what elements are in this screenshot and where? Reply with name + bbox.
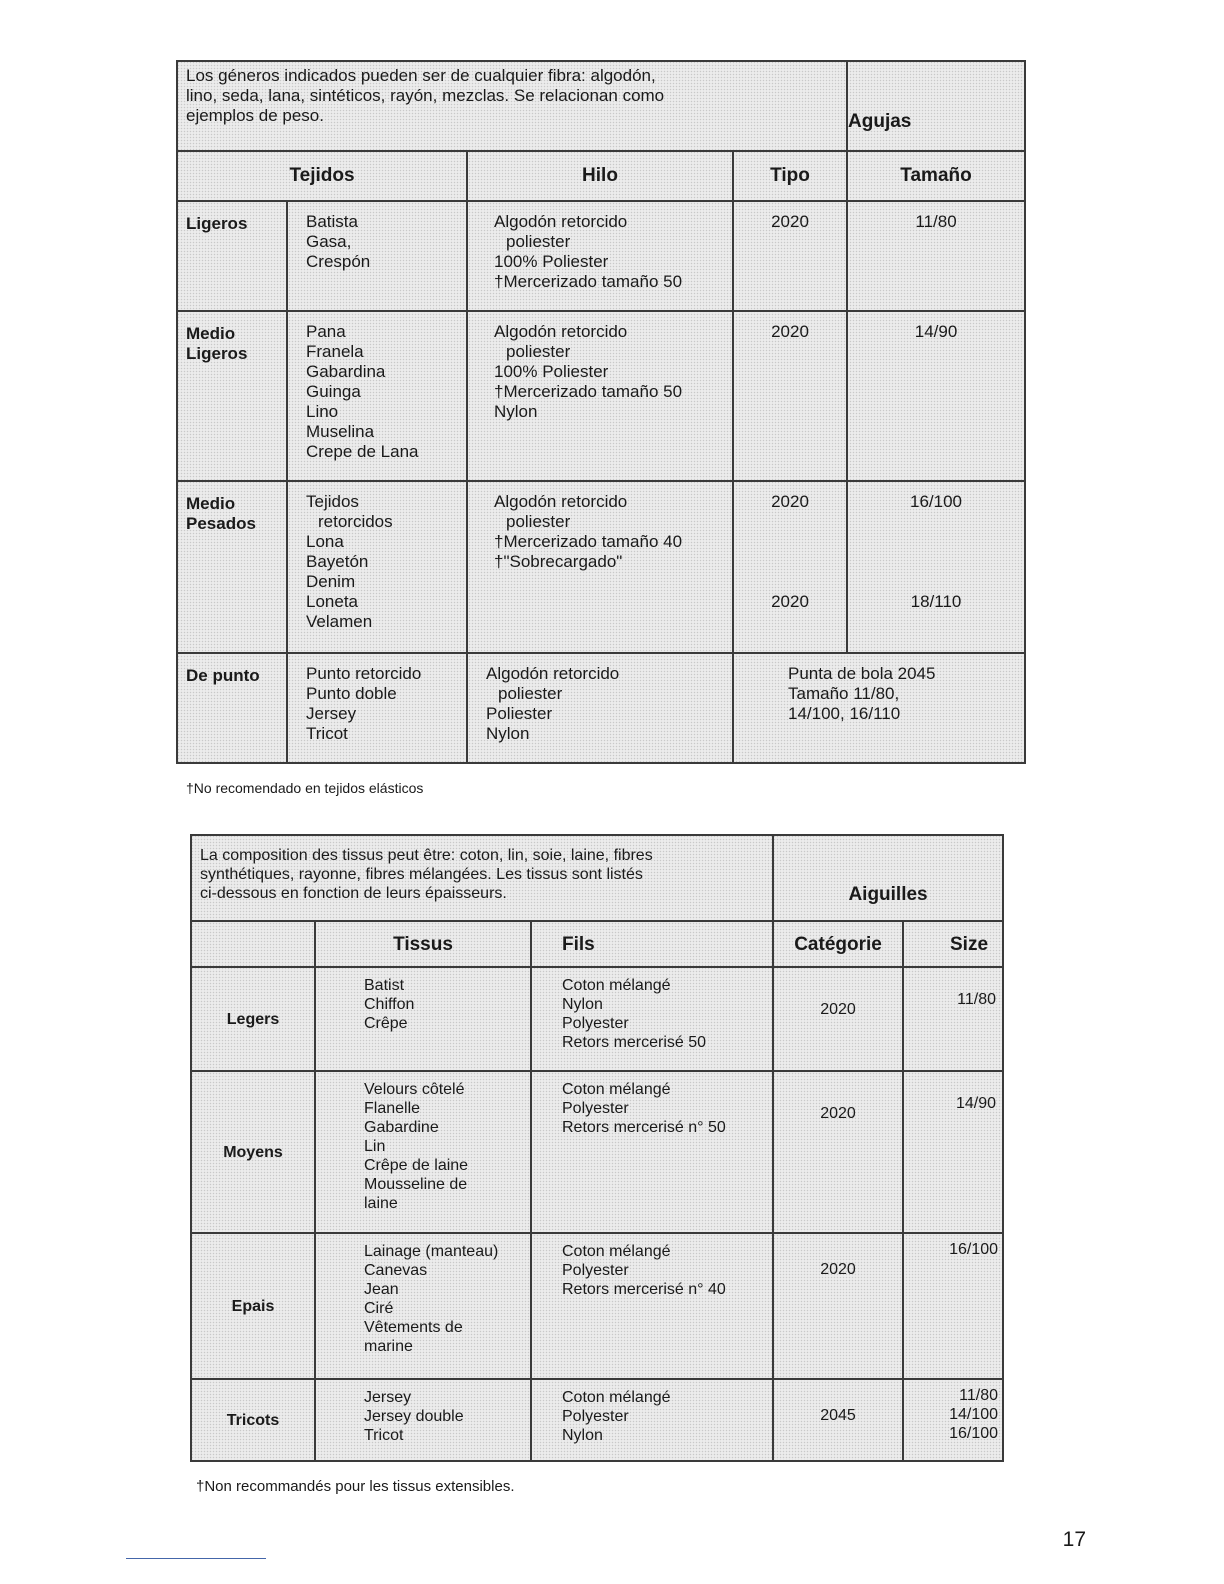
intro-line: synthétiques, rayonne, fibres mélangées. Les tissus sont listés: [200, 866, 643, 883]
thread-item: Coton mélangé: [562, 1081, 671, 1098]
fabric-item: Denim: [306, 572, 356, 591]
table-row: [191, 1379, 1003, 1461]
thread-item: 100% Poliester: [494, 362, 609, 381]
thread-cell: [467, 481, 733, 653]
french-needle-thread-table: [190, 834, 1004, 1462]
fabric-item: marine: [364, 1338, 413, 1355]
fabric-item: Crespón: [306, 252, 371, 271]
thread-cell: [467, 201, 733, 311]
ballpoint-item: Tamaño 11/80,: [788, 684, 900, 703]
fabric-item: Canevas: [364, 1262, 428, 1279]
fabric-item: Gabardina: [306, 362, 386, 381]
size-cell: [903, 1071, 1003, 1233]
intro-line: Los géneros indicados pueden ser de cualquier fibra: algodón,: [186, 66, 656, 85]
fabric-item: Crepe de Lana: [306, 442, 419, 461]
category-cell: [177, 653, 287, 763]
needle-category-cell: 2045: [773, 1379, 903, 1461]
thread-item: Coton mélangé: [562, 1389, 671, 1406]
spanish-footnote: †No recomendado en tejidos elásticos: [186, 780, 424, 796]
needle-category-cell: 2020: [773, 1071, 903, 1233]
category-cell: Legers: [191, 967, 315, 1071]
french-footnote: †Non recommandés pour les tissus extensibles.: [196, 1478, 515, 1495]
size-cell: [903, 1379, 1003, 1461]
category-cell: [177, 311, 287, 481]
fabrics-cell: [287, 311, 467, 481]
fabric-item: Ciré: [364, 1300, 394, 1317]
category-label: De punto: [186, 666, 260, 685]
fabrics-cell: [315, 967, 531, 1071]
fabric-item: Guinga: [306, 382, 361, 401]
intro-line: La composition des tissus peut être: coton, lin, soie, laine, fibres: [200, 847, 653, 864]
thread-item: Polyester: [562, 1015, 629, 1032]
fabric-item: retorcidos: [318, 512, 393, 531]
type-cell: 2020: [733, 311, 847, 481]
thread-item: Retors mercerisé n° 40: [562, 1281, 726, 1298]
table-row: [191, 1233, 1003, 1379]
size-cell: [903, 1233, 1003, 1379]
category-label: Medio: [186, 494, 236, 513]
size-cell: [847, 481, 1025, 653]
fabric-item: Crêpe de laine: [364, 1157, 469, 1174]
thread-item: Algodón retorcido: [494, 212, 628, 231]
thread-item: †Mercerizado tamaño 40: [494, 532, 683, 551]
thread-item: Algodón retorcido: [494, 492, 628, 511]
thread-item: Nylon: [562, 996, 603, 1013]
thread-cell: [467, 311, 733, 481]
fabric-item: Jersey: [306, 704, 357, 723]
french-intro: [191, 835, 773, 921]
fabrics-cell: [287, 481, 467, 653]
category-cell: Tricots: [191, 1379, 315, 1461]
thread-item: Nylon: [494, 402, 538, 421]
thread-item: Nylon: [486, 724, 530, 743]
fabric-item: Jersey double: [364, 1408, 464, 1425]
fabric-item: Flanelle: [364, 1100, 421, 1117]
needle-category-cell: 2020: [773, 1233, 903, 1379]
thread-cell: [531, 1379, 773, 1461]
fabric-item: Jean: [364, 1281, 399, 1298]
fabric-item: Franela: [306, 342, 364, 361]
fabrics-cell: [287, 201, 467, 311]
size-value: 18/110: [910, 592, 962, 611]
thread-item: poliester: [506, 232, 571, 251]
fabrics-cell: [287, 653, 467, 763]
size-value: 16/100: [949, 1425, 999, 1442]
fabric-item: Tejidos: [306, 492, 359, 511]
fabric-item: Batist: [364, 977, 405, 994]
fabric-item: Punto retorcido: [306, 664, 422, 683]
thread-cell: [531, 1071, 773, 1233]
thread-item: Coton mélangé: [562, 1243, 671, 1260]
fabric-item: Lin: [364, 1138, 386, 1155]
page-number: 17: [1062, 1528, 1086, 1551]
fabric-item: Bayetón: [306, 552, 369, 571]
size-value: 11/80: [959, 1387, 999, 1404]
thread-item: Algodón retorcido: [494, 322, 628, 341]
fabric-item: Velamen: [306, 612, 373, 631]
ballpoint-item: 14/100, 16/110: [788, 704, 901, 723]
category-label: Ligeros: [186, 214, 248, 233]
thread-item: †"Sobrecargado": [494, 552, 623, 571]
header-size: Tamaño: [847, 151, 1025, 201]
thread-item: †Mercerizado tamaño 50: [494, 272, 683, 291]
needles-label: Agujas: [848, 111, 912, 132]
header-thread: Fils: [531, 921, 773, 967]
bottom-rule: [126, 1558, 266, 1559]
table-row: [177, 311, 1025, 481]
header-thread: Hilo: [467, 151, 733, 201]
fabrics-cell: [315, 1233, 531, 1379]
fabric-item: Jersey: [364, 1389, 412, 1406]
fabric-item: Loneta: [306, 592, 358, 611]
fabric-item: Muselina: [306, 422, 375, 441]
category-cell: Epais: [191, 1233, 315, 1379]
type-cell: [733, 481, 847, 653]
category-label: Medio: [186, 324, 236, 343]
needles-label: Aiguilles: [848, 884, 928, 905]
fabric-item: Gabardine: [364, 1119, 439, 1136]
thread-item: †Mercerizado tamaño 50: [494, 382, 683, 401]
fabric-item: Crêpe: [364, 1015, 408, 1032]
type-cell: 2020: [733, 201, 847, 311]
header-size: Size: [903, 921, 1003, 967]
fabric-item: Chiffon: [364, 996, 415, 1013]
ballpoint-item: Punta de bola 2045: [788, 664, 936, 683]
thread-item: Coton mélangé: [562, 977, 671, 994]
needles-header: [773, 835, 1003, 921]
type-value: 2020: [771, 592, 809, 611]
intro-line: lino, seda, lana, sintéticos, rayón, mezclas. Se relacionan como: [186, 86, 665, 105]
size-value: 14/90: [955, 1095, 997, 1112]
table-row: [177, 653, 1025, 763]
category-label: Pesados: [186, 514, 256, 533]
fabric-item: Tricot: [306, 724, 348, 743]
intro-line: ci-dessous en fonction de leurs épaisseurs.: [200, 885, 507, 902]
size-value: 14/100: [949, 1406, 999, 1423]
spanish-needle-thread-table: [176, 60, 1026, 764]
fabric-item: Gasa,: [306, 232, 352, 251]
thread-item: poliester: [498, 684, 563, 703]
table-row: [177, 481, 1025, 653]
header-type: Tipo: [733, 151, 847, 201]
size-value: 11/80: [957, 991, 997, 1008]
thread-item: 100% Poliester: [494, 252, 609, 271]
thread-item: Polyester: [562, 1408, 629, 1425]
fabric-item: Velours côtelé: [364, 1081, 465, 1098]
category-cell: [177, 481, 287, 653]
thread-item: Poliester: [486, 704, 553, 723]
size-value: 16/100: [910, 492, 963, 511]
ballpoint-cell: [733, 653, 1025, 763]
thread-item: Polyester: [562, 1100, 629, 1117]
spanish-intro: [177, 61, 847, 151]
table-row: [177, 201, 1025, 311]
thread-item: Polyester: [562, 1262, 629, 1279]
header-fabrics: Tejidos: [177, 151, 467, 201]
header-blank: [191, 921, 315, 967]
fabric-item: Tricot: [364, 1427, 404, 1444]
thread-cell: [531, 1233, 773, 1379]
fabric-item: Punto doble: [306, 684, 397, 703]
fabric-item: Batista: [306, 212, 358, 231]
fabric-item: laine: [364, 1195, 398, 1212]
thread-item: poliester: [506, 342, 571, 361]
fabric-item: Pana: [306, 322, 346, 341]
table-row: [191, 967, 1003, 1071]
fabrics-cell: [315, 1071, 531, 1233]
category-cell: Moyens: [191, 1071, 315, 1233]
header-category: Catégorie: [773, 921, 903, 967]
thread-item: Retors mercerisé 50: [562, 1034, 707, 1051]
size-cell: [903, 967, 1003, 1071]
needles-header: [847, 61, 1025, 151]
table-row: [191, 1071, 1003, 1233]
fabric-item: Lino: [306, 402, 339, 421]
needle-category-cell: 2020: [773, 967, 903, 1071]
category-cell: [177, 201, 287, 311]
thread-item: Algodón retorcido: [486, 664, 620, 683]
category-label: Ligeros: [186, 344, 248, 363]
thread-item: Nylon: [562, 1427, 603, 1444]
thread-item: poliester: [506, 512, 571, 531]
size-value: 16/100: [949, 1241, 999, 1258]
thread-item: Retors mercerisé n° 50: [562, 1119, 726, 1136]
fabric-item: Vêtements de: [364, 1319, 463, 1336]
type-value: 2020: [771, 492, 809, 511]
thread-cell: [467, 653, 733, 763]
intro-line: ejemplos de peso.: [186, 106, 324, 125]
fabrics-cell: [315, 1379, 531, 1461]
thread-cell: [531, 967, 773, 1071]
size-cell: 14/90: [847, 311, 1025, 481]
header-fabrics: Tissus: [315, 921, 531, 967]
fabric-item: Lona: [306, 532, 344, 551]
size-cell: 11/80: [847, 201, 1025, 311]
fabric-item: Lainage (manteau): [364, 1243, 499, 1260]
fabric-item: Mousseline de: [364, 1176, 468, 1193]
